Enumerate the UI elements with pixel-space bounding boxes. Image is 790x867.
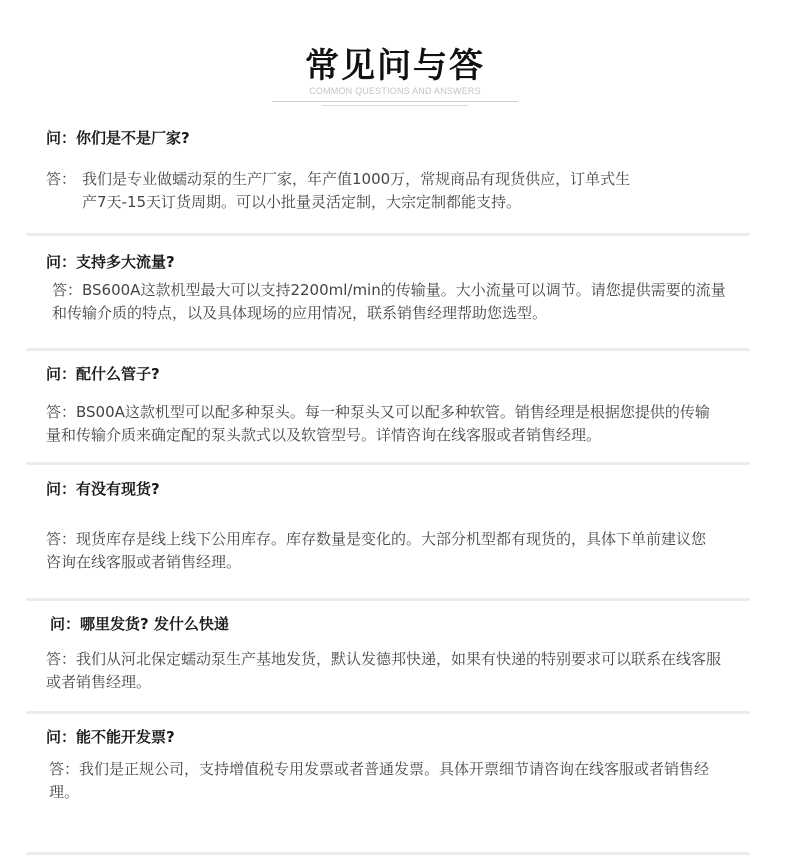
faq-question-5: 问：哪里发货? 发什么快递	[50, 615, 229, 633]
page-subtitle: COMMON QUESTIONS AND ANSWERS	[309, 86, 481, 96]
faq-question-3: 问：配什么管子?	[46, 365, 160, 383]
faq-answer-2: 答：BS600A这款机型最大可以支持2200ml/min的传输量。大小流量可以调节。请您提供需要的流量和传输介质的特点，以及具体现场的应用情况，联系销售经理帮助您选型。	[52, 281, 726, 322]
faq-answer-1	[46, 168, 646, 214]
faq-separator-6	[26, 852, 750, 855]
page-title: 常见问与答	[305, 46, 485, 86]
faq-question-1: 问：你们是不是厂家?	[46, 129, 190, 147]
faq-question-2: 问：支持多大流量?	[46, 253, 175, 271]
faq-answer-5: 答：我们从河北保定蠕动泵生产基地发货，默认发德邦快递，如果有快递的特别要求可以联系在线客服或者销售经理。	[46, 650, 722, 691]
faq-separator-5	[26, 711, 750, 714]
faq-question-4: 问：有没有现货?	[46, 480, 160, 498]
faq-separator-1	[26, 233, 750, 236]
faq-answer-4: 答：现货库存是线上线下公用库存。库存数量是变化的。大部分机型都有现货的，具体下单前建议您咨询在线客服或者销售经理。	[46, 530, 707, 571]
faq-answer-1-text: 我们是专业做蠕动泵的生产厂家，年产值1000万，常规商品有现货供应，订单式生产7天-15天订货周期。可以小批量灵活定制，大宗定制都能支持。	[82, 170, 631, 211]
faq-answer-3: 答：BS00A这款机型可以配多种泵头。每一种泵头又可以配多种软管。销售经理是根据您提供的传输量和传输介质来确定配的泵头款式以及软管型号。详情咨询在线客服或者销售经理。	[46, 403, 710, 444]
faq-separator-4	[26, 598, 750, 601]
title-divider-outer	[272, 101, 518, 102]
faq-answer-6: 答：我们是正规公司，支持增值税专用发票或者普通发票。具体开票细节请咨询在线客服或者销售经理。	[49, 760, 710, 801]
faq-separator-2	[26, 348, 750, 351]
faq-separator-3	[26, 462, 750, 465]
title-divider-inner	[322, 105, 468, 106]
faq-question-6: 问：能不能开发票?	[46, 728, 175, 746]
faq-answer-1-prefix: 答：	[46, 170, 77, 188]
